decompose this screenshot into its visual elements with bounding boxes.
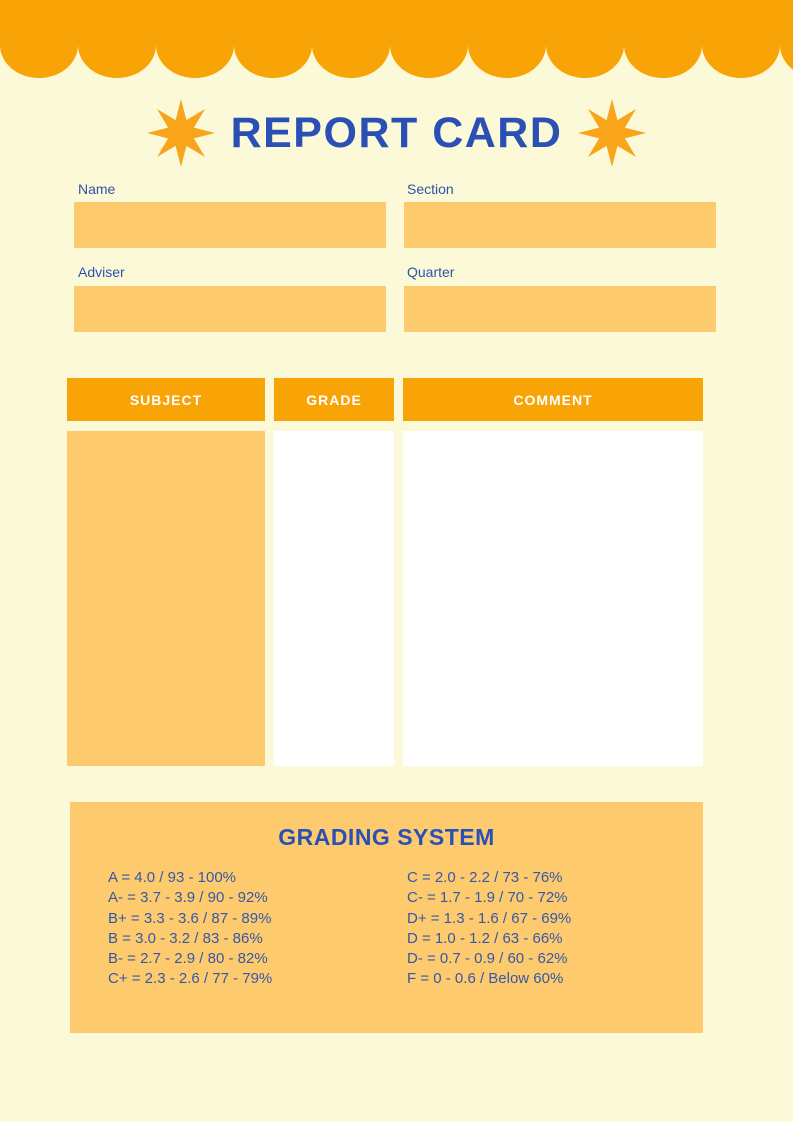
- title-row: [0, 97, 793, 169]
- grading-line: A = 4.0 / 93 - 100%: [108, 869, 237, 886]
- grading-system-title: GRADING SYSTEM: [278, 824, 495, 850]
- grading-line: C- = 1.7 - 1.9 / 70 - 72%: [407, 889, 568, 907]
- section-field[interactable]: [404, 202, 716, 248]
- grading-system-panel: [70, 802, 703, 1033]
- grading-scale-left-column: [108, 868, 272, 990]
- grading-line: D+ = 1.3 - 1.6 / 67 - 69%: [407, 909, 572, 927]
- grading-line: B = 3.0 - 3.2 / 83 - 86%: [108, 929, 263, 947]
- subject-column-cell[interactable]: [67, 431, 265, 766]
- grading-line: B- = 2.7 - 2.9 / 80 - 82%: [108, 950, 268, 968]
- grading-line: D = 1.0 - 1.2 / 63 - 66%: [407, 929, 563, 947]
- comment-column-cell[interactable]: [403, 431, 703, 766]
- scallop-border: [0, 0, 793, 80]
- grading-line: C = 2.0 - 2.2 / 73 - 76%: [407, 869, 563, 886]
- grade-column-cell[interactable]: [274, 431, 394, 766]
- grading-line: D- = 0.7 - 0.9 / 60 - 62%: [407, 950, 568, 968]
- field-label-section: Section: [407, 181, 454, 197]
- column-header-grade: GRADE: [274, 378, 394, 421]
- field-label-adviser: Adviser: [78, 264, 125, 280]
- grading-line: B+ = 3.3 - 3.6 / 87 - 89%: [108, 909, 272, 927]
- grading-line: C+ = 2.3 - 2.6 / 77 - 79%: [108, 970, 273, 988]
- field-label-quarter: Quarter: [407, 264, 455, 280]
- name-field[interactable]: [74, 202, 386, 248]
- grading-line: F = 0 - 0.6 / Below 60%: [407, 970, 564, 988]
- star-icon: [147, 99, 215, 167]
- grading-line: A- = 3.7 - 3.9 / 90 - 92%: [108, 889, 268, 907]
- field-label-name: Name: [78, 181, 116, 197]
- column-header-subject: SUBJECT: [67, 378, 265, 421]
- adviser-field[interactable]: [74, 286, 386, 332]
- grading-scale-right-column: [407, 868, 571, 990]
- column-header-comment: COMMENT: [403, 378, 703, 421]
- page-title: REPORT CARD: [230, 108, 563, 157]
- star-icon: [578, 99, 646, 167]
- quarter-field[interactable]: [404, 286, 716, 332]
